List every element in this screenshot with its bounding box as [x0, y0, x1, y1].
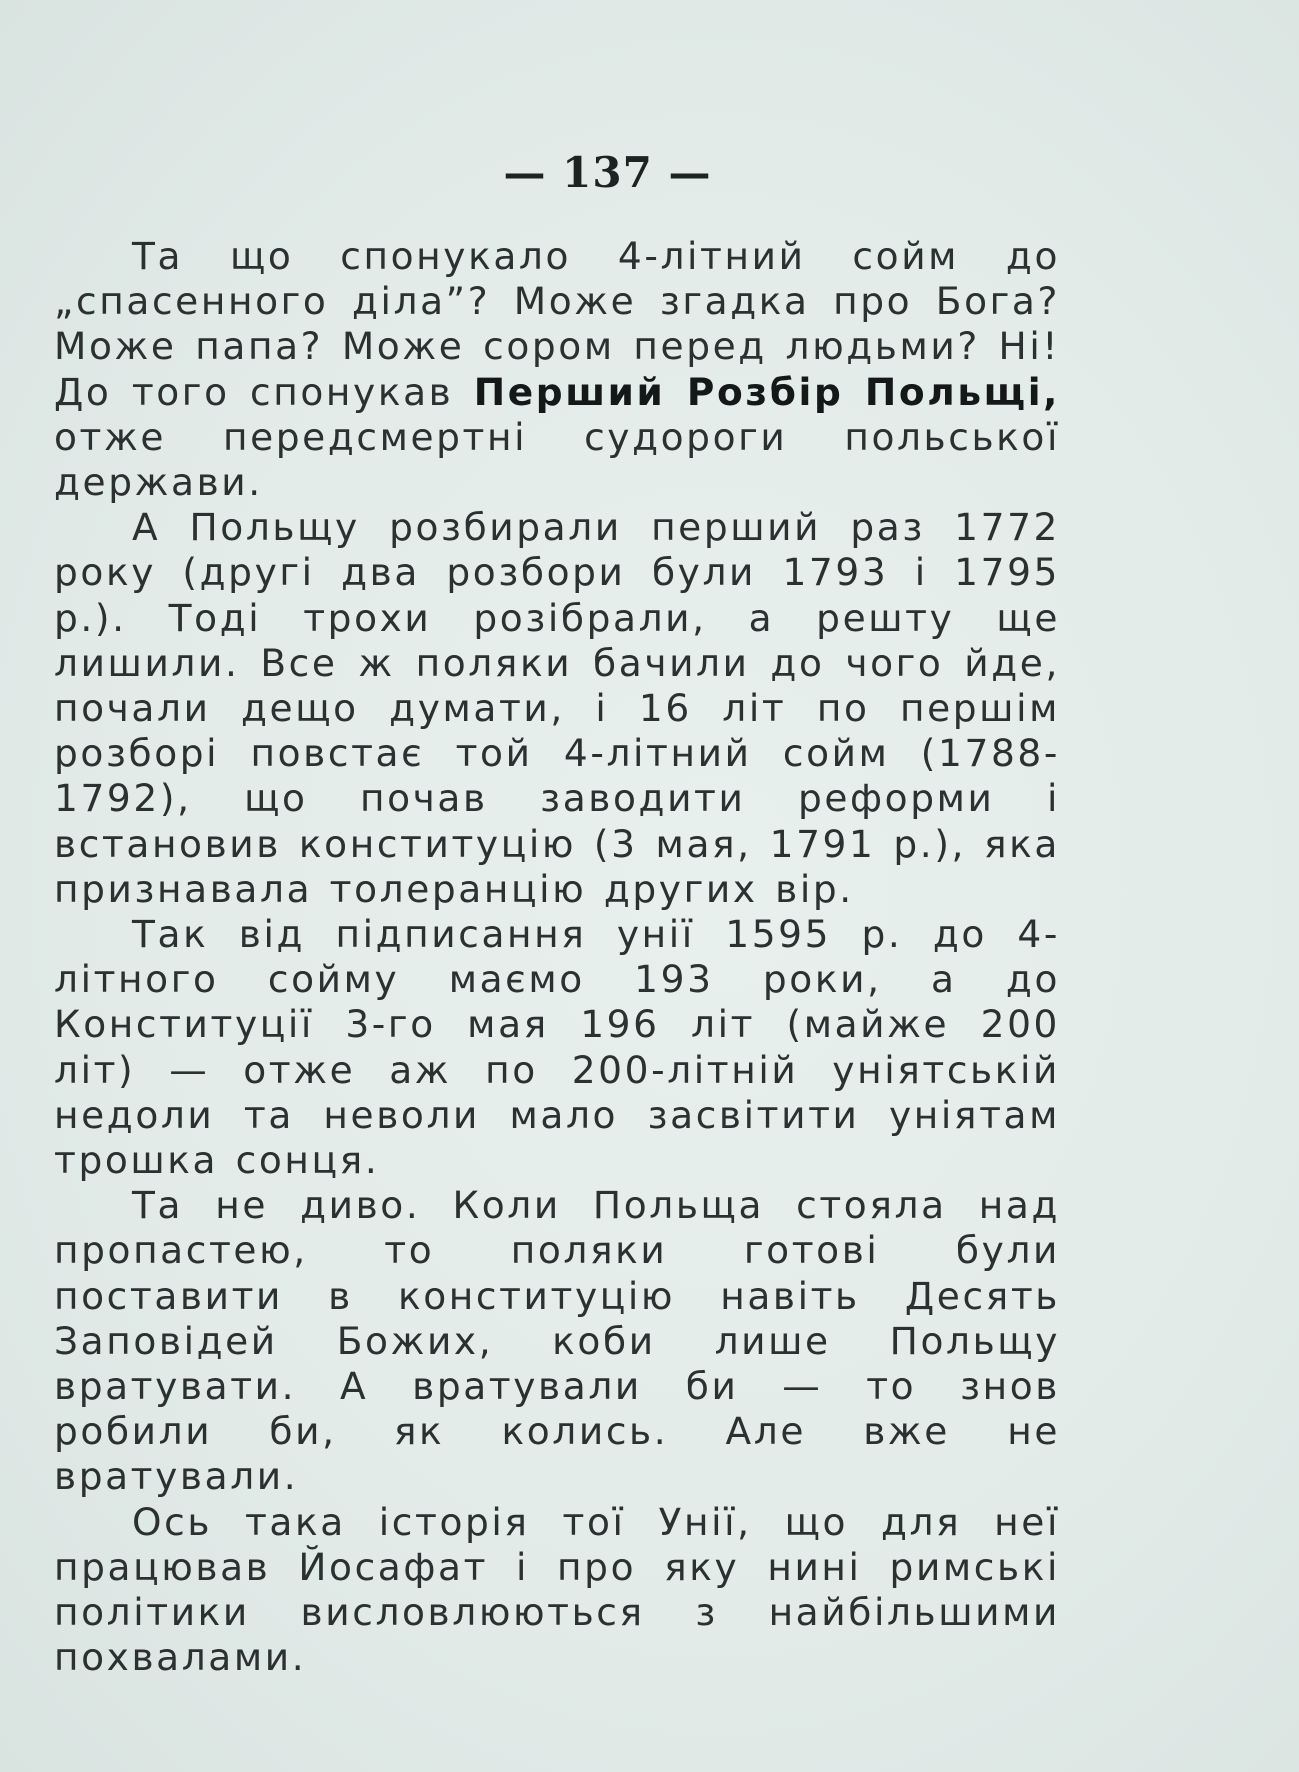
- paragraph: [54, 234, 1060, 505]
- paragraph: Та не диво. Коли Польща стояла над пропастею, то поляки готові були поставити в конституцію навіть Десять Заповідей Божих, коби лише Польщу вратувати. А вратували би — то знов робили би, як колись. Але вже не вратували.: [54, 1183, 1060, 1499]
- paragraph-text: Та що спонукало 4-літний сойм до „спасенного діла”? Може згадка про Бога? Може папа? Може сором перед людьми? Ні! До того спонукав: [54, 234, 1060, 414]
- bold-phrase: Перший Розбір Польщі,: [473, 369, 1060, 414]
- page-number: — 137 —: [503, 148, 712, 197]
- paragraph: Ось така історія тої Унії, що для неї працював Йосафат і про яку нині римські політики висловлюються з найбільшими похвалами.: [54, 1499, 1060, 1680]
- paragraph: А Польщу розбирали перший раз 1772 року (другі два розбори були 1793 і 1795 р.). Тоді трохи розібрали, а решту ще лишили. Все ж поляки бачили до чого йде, почали дещо думати, і 16 літ по першім розборі повстає той 4-літний сойм (1788-1792), що почав заводити реформи і встановив конституцію (3 мая, 1791 р.), яка признавала толеранцію других вір.: [54, 505, 1060, 911]
- paragraph-text: отже передсмертні судороги польської держави.: [54, 414, 1060, 505]
- body-text: [54, 234, 1060, 1681]
- paragraph: Так від підписання унії 1595 р. до 4-літного сойму маємо 193 роки, а до Конституції 3-го мая 196 літ (майже 200 літ) — отже аж по 200-літній уніятській недоли та неволи мало засвітити уніятам трошка сонця.: [54, 912, 1060, 1183]
